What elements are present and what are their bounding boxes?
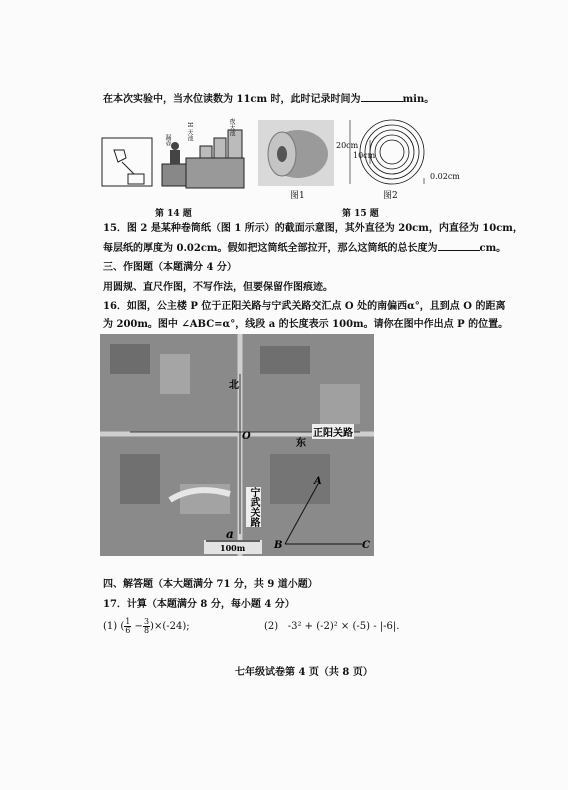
q14-label-3: H 天池 <box>186 122 193 142</box>
pot-2 <box>214 138 226 158</box>
label-O: O <box>242 431 251 442</box>
thickness-label: 0.02cm <box>430 172 460 181</box>
label-east: 东 <box>296 438 306 449</box>
q15-line1: 15．图 2 是某种卷筒纸（图 1 所示）的截面示意图，其外直径为 20cm，内直径为 10cm， <box>103 223 523 234</box>
label-a: a <box>226 527 234 541</box>
inner-ring <box>380 140 404 164</box>
label-north: 北 <box>229 380 239 391</box>
page-footer: 七年级试卷第 4 页（共 8 页） <box>235 667 373 678</box>
fig1-label: 图1 <box>290 191 305 201</box>
base-right <box>186 158 244 188</box>
q14-caption: 第 14 题 <box>155 209 192 219</box>
q15-unit: cm。 <box>479 243 507 254</box>
frac-2 <box>143 618 150 635</box>
q16-line2: 为 200m。图中 ∠ABC=α°，线段 a 的长度表示 100m。请你在图中作出点 P 的位置。 <box>103 319 509 330</box>
campus-map <box>100 334 374 556</box>
beaker <box>128 174 144 184</box>
q14-line: 在本次实验中，当水位读数为 11cm 时，此时记录时间为 <box>103 94 361 105</box>
block-1 <box>110 344 150 374</box>
section3-rule: 用圆规、直尺作图，不写作法，但要保留作图痕迹。 <box>103 282 333 293</box>
frac1-den: 6 <box>125 626 131 635</box>
label-road2: 宁武关路 <box>248 487 259 527</box>
q15-line2-wrap <box>103 241 506 255</box>
p1-tail: ×(-24); <box>153 621 190 632</box>
frac-1 <box>124 618 131 635</box>
q17-part2 <box>264 620 399 633</box>
drip-line <box>122 162 134 174</box>
q15-line2: 每层纸的厚度为 0.02cm。假如把这筒纸全部拉开，那么这筒纸的总长度为 <box>103 243 438 254</box>
label-C: C <box>362 540 370 551</box>
frac1-num: 1 <box>125 617 131 626</box>
frac2-den: 8 <box>143 626 150 635</box>
label-scale: 100m <box>220 543 246 553</box>
p1-label: (1) <box>103 621 118 632</box>
fig2-label: 图2 <box>383 191 398 201</box>
q17-part1: (1) ( $\frac{1}{6}$ − $\frac{3}{8}$ )×(-24); <box>103 617 190 635</box>
q17-title: 17．计算（本题满分 8 分，每小题 4 分） <box>103 599 295 610</box>
section4-title: 四、解答题（本大题满分 71 分，共 9 道小题） <box>103 579 318 590</box>
map-drawing <box>100 334 374 556</box>
figure-head <box>171 142 179 150</box>
frac2-num: 3 <box>143 617 150 626</box>
q15-caption: 第 15 题 <box>342 209 379 219</box>
block-4 <box>320 384 360 424</box>
label-road1: 正阳关路 <box>312 424 354 439</box>
q14-answer-blank <box>361 92 403 102</box>
block-3 <box>260 346 310 374</box>
q14-label-1: 漏壶 <box>164 134 171 146</box>
pot-1 <box>200 146 212 158</box>
section3-title: 三、作图题（本题满分 4 分） <box>103 262 237 273</box>
p2-label: (2) <box>264 621 279 632</box>
q14-label-6: 夜天池 <box>228 118 235 136</box>
label-A: A <box>314 476 322 487</box>
base-left <box>162 164 186 186</box>
block-2 <box>160 354 190 394</box>
figure-person <box>170 150 180 164</box>
roll-core <box>277 146 287 162</box>
inner-diameter-label: 10cm <box>353 151 376 160</box>
q15-answer-blank <box>438 241 480 251</box>
block-5 <box>120 454 160 504</box>
q14-text <box>103 92 434 106</box>
q14-unit: min。 <box>402 94 435 105</box>
ring-3 <box>370 130 414 174</box>
p2-expression: -3² + (-2)² × (-5) - |-6|. <box>287 621 400 632</box>
funnel <box>114 150 126 162</box>
label-B: B <box>274 540 283 551</box>
outer-diameter-label: 20cm <box>336 141 359 150</box>
paper-roll-photo <box>258 120 334 186</box>
q16-line1: 16．如图，公主楼 P 位于正阳关路与宁武关路交汇点 O 处的南偏西α°，且到点 O 的距离 <box>103 301 506 312</box>
